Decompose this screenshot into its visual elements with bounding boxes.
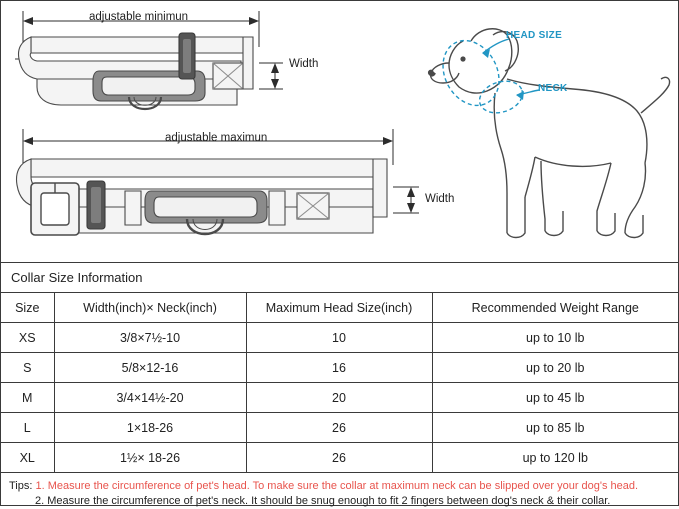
cell-headsize: 26: [246, 413, 432, 443]
header-width-neck: Width(inch)× Neck(inch): [54, 293, 246, 323]
header-size: Size: [1, 293, 54, 323]
cell-weight: up to 85 lb: [432, 413, 678, 443]
tip-text-1: 1. Measure the circumference of pet's head. To make sure the collar at maximum neck can be slipped over your dog's head.: [35, 480, 639, 492]
width-label-top: Width: [289, 58, 319, 70]
adjustable-maximum-label: adjustable maximun: [165, 132, 268, 144]
cell-weight: up to 45 lb: [432, 383, 678, 413]
tips-section: [1, 473, 678, 509]
table-row: [1, 413, 678, 443]
table-row: [1, 353, 678, 383]
tips-prefix: Tips:: [9, 480, 33, 492]
cell-headsize: 26: [246, 443, 432, 473]
adjustable-minimum-label: adjustable minimun: [89, 11, 189, 23]
table-row: [1, 443, 678, 473]
header-weight: Recommended Weight Range: [432, 293, 678, 323]
head-size-label: HEAD SIZE: [506, 30, 563, 41]
header-max-head: Maximum Head Size(inch): [246, 293, 432, 323]
cell-headsize: 10: [246, 323, 432, 353]
table-title: Collar Size Information: [1, 263, 678, 293]
table-header-row: [1, 293, 678, 323]
cell-headsize: 20: [246, 383, 432, 413]
neck-label: NECK: [538, 83, 568, 94]
table-row: [1, 383, 678, 413]
cell-weight: up to 120 lb: [432, 443, 678, 473]
collar-diagram: [1, 1, 678, 263]
cell-size: S: [1, 353, 54, 383]
cell-widthneck: 1×18-26: [54, 413, 246, 443]
tip-text-2: 2. Measure the circumference of pet's neck. It should be snug enough to fit 2 fingers between dog's neck & their collar.: [35, 495, 611, 507]
collar-diagram-svg: [1, 1, 678, 263]
tip-line-2: [9, 494, 670, 509]
cell-size: M: [1, 383, 54, 413]
cell-headsize: 16: [246, 353, 432, 383]
cell-widthneck: 5/8×12-16: [54, 353, 246, 383]
cell-weight: up to 10 lb: [432, 323, 678, 353]
collar-size-table: [1, 293, 678, 473]
width-label-bottom: Width: [425, 193, 455, 205]
cell-size: L: [1, 413, 54, 443]
cell-weight: up to 20 lb: [432, 353, 678, 383]
cell-size: XL: [1, 443, 54, 473]
cell-widthneck: 3/8×7½-10: [54, 323, 246, 353]
cell-widthneck: 3/4×14½-20: [54, 383, 246, 413]
table-row: [1, 323, 678, 353]
tip-line-1: [9, 479, 670, 494]
cell-widthneck: 1½× 18-26: [54, 443, 246, 473]
cell-size: XS: [1, 323, 54, 353]
collar-size-table-section: [1, 263, 678, 473]
